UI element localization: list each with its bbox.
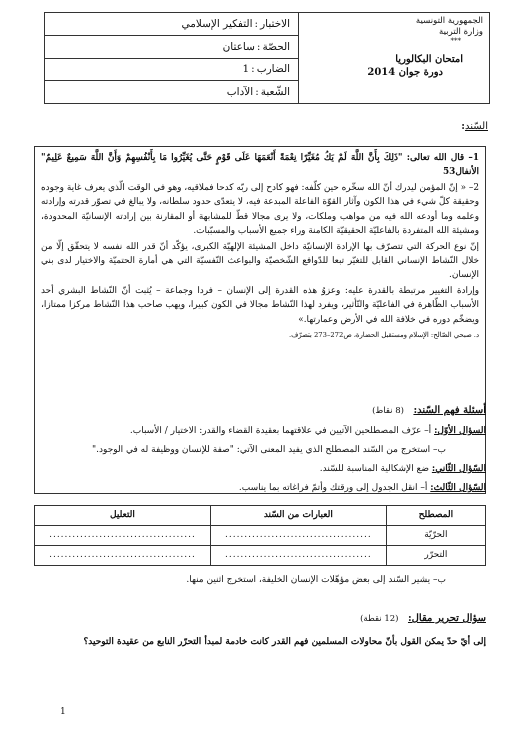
duration-colon: :	[256, 40, 261, 53]
coef-value: 1	[242, 63, 250, 76]
duration-label: الحصّة	[262, 40, 291, 53]
table-row	[35, 526, 486, 546]
table-header-row	[35, 506, 486, 526]
header-stars: ***	[450, 37, 461, 46]
question-3b	[30, 574, 446, 586]
sanad-title-colon: :	[461, 121, 465, 132]
table-cell-term: الحرّيّة	[386, 526, 485, 546]
header-institution	[298, 13, 489, 103]
table-cell-justification: ......................................	[35, 526, 211, 546]
exam-header	[44, 12, 490, 104]
table-cell-phrase: ......................................	[210, 526, 386, 546]
table-cell-term: التحرّر	[386, 546, 485, 566]
question-2	[30, 463, 486, 475]
concepts-table	[34, 505, 486, 566]
question-2-text: ضع الإشكالية المناسبة للسّند.	[319, 464, 429, 474]
sanad-paragraph-1: 2– « إنّ المؤمن ليدرك أنّ الله سخّره حين كلّفه: فهو كادح إلى ربّه كدحا فملاقيه، وهو في الوقت الّذي يعرف غاية وجوده وحقيقة كلّ شيء في هذا الكون وآثار القوّة الفاعلة المبدعة فيه، لا يتعدّى حدود سلطانه، ولا يبالغ في تصوّر قدرته وإرادته وعلمه وما أودعه الله فيه من مواهب وملكات، ولا يرى مجالا قطّ للمشابهة أو المقارنة بين إرادته الإنسانيّة المحدودة، ومشيئة الله المتفردة بالفاعليّة الحقيقيّة الكامنة وراء جميع الأسباب والمسبّبات.	[41, 182, 479, 237]
sanad-title	[461, 120, 488, 134]
question-1a-text: أ– عرّف المصطلحين الآتيين في علاقتهما بعقيدة القضاء والقدر: الاختيار / الأسباب.	[129, 426, 432, 436]
sanad-title-text: السّند	[464, 121, 488, 132]
exam-session: دورة جوان 2014	[367, 66, 443, 78]
duration-cell	[45, 36, 298, 59]
exam-name: امتحان البكالوريا	[395, 54, 463, 66]
question-2-label: السّؤال الثّاني:	[431, 464, 486, 474]
republic-name: الجمهورية التونسية	[415, 16, 483, 26]
header-details	[45, 13, 298, 103]
question-1b-text: ب– استخرج من السّند المصطلح الذي يفيد المعنى الآتي: "صفة للإنسان ووظيفة له في الوجود."	[92, 445, 446, 455]
sanad-quran-verse: 1– قال الله تعالى: "ذَلِكَ بِأَنَّ اللَّهَ لَمْ يَكُ مُغَيِّرًا نِعْمَةً أَنْعَمَهَا عَلَى قَوْمٍ حَتَّى يُغَيِّرُوا مَا بِأَنْفُسِهِمْ وَأَنَّ اللَّهَ سَمِيعٌ عَلِيمٌ" الأنفال53	[41, 153, 479, 178]
branch-colon: :	[255, 86, 259, 99]
sanad-paragraph-3: وإرادة التغيير مرتبطة بالقدرة عليه: وعزوُ هذه القدرة إلى الإنسان – فردا وجماعة – يُثبت أنّ النّشاط البشري أحد الأسباب الظّاهرة في الفاعليّة والتّأثير، ويفرد لهذا النّشاط مجالا في الكون كبيرا، ويهب صاحب هذا النّشاط مركزا ممتازا، ويضخّم دوره في خلافة الله في الأرض وعمارتها.»	[41, 285, 479, 325]
question-3-label: السّؤال الثّالث:	[430, 483, 486, 493]
question-3b-text: ب– يشير السّند إلى بعض مؤهّلات الإنسان الخليفة، استخرج اثنين منها.	[186, 575, 446, 585]
branch-cell	[45, 81, 298, 103]
question-1a	[30, 425, 486, 437]
table-row	[35, 546, 486, 566]
table-cell-phrase: ......................................	[210, 546, 386, 566]
essay-question: إلى أيّ حدّ يمكن القول بأنّ محاولات المسلمين فهم القدر كانت خادمة لمبدأ التحرّر النابع من عقيدة التوحيد؟	[83, 637, 486, 647]
subject-value: التفكير الإسلامي	[181, 17, 253, 30]
coef-cell	[45, 59, 298, 82]
table-header-phrases: العبارات من السّند	[210, 506, 386, 526]
essay-heading	[360, 612, 486, 626]
question-3a	[30, 482, 486, 494]
page-number: 1	[60, 707, 66, 717]
branch-label: الشّعبة	[260, 86, 291, 99]
ministry-name: وزارة التربية	[438, 26, 483, 37]
comprehension-title: أسئلة فهم السّند:	[413, 405, 486, 416]
branch-value: الآداب	[226, 86, 254, 99]
question-1b	[30, 444, 446, 456]
subject-colon: :	[254, 17, 259, 30]
subject-cell	[45, 13, 298, 36]
essay-points: (12 نقطة)	[360, 614, 399, 624]
table-cell-justification: ......................................	[35, 546, 211, 566]
coef-colon: :	[251, 63, 255, 76]
comprehension-points: (8 نقاط)	[372, 406, 404, 416]
sanad-source: د. صبحي الصّالح: الإسلام ومستقبل الحضارة، ص272–273 بتصرّف.	[288, 331, 479, 340]
subject-label: الاختبار	[260, 17, 291, 30]
comprehension-heading	[372, 404, 486, 418]
table-header-justification: التعليل	[35, 506, 211, 526]
question-1-label: السؤال الأوّل:	[434, 426, 486, 436]
duration-value: ساعتان	[222, 40, 255, 53]
essay-title: سؤال تحرير مقال:	[407, 613, 486, 624]
sanad-text-box	[34, 146, 486, 494]
question-3a-text: أ– انقل الجدول إلى ورقتك وأتمّ فراغاته بما يناسب.	[238, 483, 428, 493]
sanad-paragraph-2: إنّ نوع الحركة التي تتصرّف بها الإرادة الإنسانيّة داخل المشيئة الإلهيّة الكبرى، يؤكّد أنّ قدر الله نفسه لا يتحقّق إلّا من خلال النّشاط الإنساني القابل للتغيّر تبعا للدّوافع الشّخصيّة والبواعث النّفسيّة التي هي أمارة الحتميّة والاختيار لدى بني الإنسان.	[41, 241, 479, 281]
table-header-term: المصطلح	[386, 506, 485, 526]
coef-label: الضارب	[256, 63, 291, 76]
